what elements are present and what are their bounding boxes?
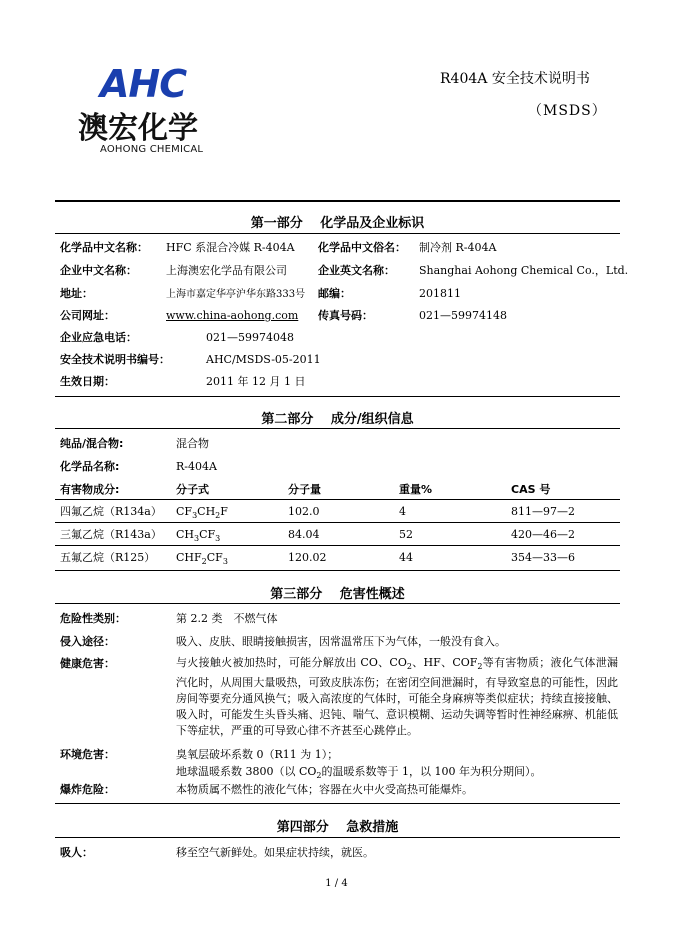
inhale-value: 移至空气新鲜处。如果症状持续，就医。: [176, 846, 374, 859]
row-wt: 44: [399, 551, 413, 564]
col-header-mw: 分子量: [288, 483, 321, 496]
divider: [55, 603, 620, 604]
msds-no-label: 安全技术说明书编号：: [60, 353, 170, 366]
route-value: 吸入、皮肤、眼睛接触损害，因常温常压下为气体，一般没有食入。: [176, 635, 506, 648]
divider: [55, 233, 620, 234]
section4-title: 第四部分 急救措施: [276, 820, 399, 835]
row-wt: 52: [399, 528, 413, 541]
row-formula: $CH_3CF_3$: [176, 528, 221, 544]
divider: [55, 396, 620, 397]
divider: [55, 837, 620, 838]
logo-english-text: AOHONG CHEMICAL: [100, 144, 204, 155]
pure-label: 纯品/混合物:: [60, 437, 124, 450]
row-mw: 102.0: [288, 505, 320, 518]
row1-label2: 化学品中文俗名：: [318, 241, 406, 254]
col-header-cas: CAS 号: [511, 483, 551, 496]
row2-value1: 上海澳宏化学品有限公司: [166, 264, 287, 277]
row2-label1: 企业中文名称：: [60, 264, 137, 277]
hazard-class-label: 危险性类别：: [60, 612, 126, 625]
inhale-label: 吸人：: [60, 846, 93, 859]
row4-label1: 公司网址：: [60, 309, 115, 322]
row3-label2: 邮编：: [318, 287, 351, 300]
env-line2: 地球温暖系数 3800（以 $CO_2$的温暖系数等于 1，以 100 年为积分期间）。: [176, 765, 542, 781]
website-link[interactable]: www.china-aohong.com: [166, 309, 299, 322]
date-value: 2011 年 12 月 1 日: [206, 375, 306, 388]
document-title: R404A 安全技术说明书: [440, 71, 590, 87]
health-label: 健康危害：: [60, 657, 115, 670]
row-mw: 120.02: [288, 551, 327, 564]
divider: [55, 803, 620, 804]
row-name: 三氟乙烷（R143a）: [60, 528, 162, 541]
emergency-value: 021—59974048: [206, 331, 294, 344]
logo-chinese-text: 澳宏化学: [78, 111, 198, 146]
chem-name-value: R-404A: [176, 460, 217, 473]
row3-label1: 地址：: [60, 287, 93, 300]
col-header-wt: 重量%: [399, 483, 433, 496]
date-label: 生效日期：: [60, 375, 115, 388]
row-name: 五氟乙烷（R125）: [60, 551, 156, 564]
row4-label2: 传真号码：: [318, 309, 373, 322]
section3-title: 第三部分 危害性概述: [270, 587, 405, 602]
row-cas: 811—97—2: [511, 505, 575, 518]
pure-value: 混合物: [176, 437, 209, 450]
col-header-formula: 分子式: [176, 483, 209, 496]
section2-title: 第二部分 成分/组织信息: [261, 412, 414, 427]
env-label: 环境危害：: [60, 748, 115, 761]
company-logo: [78, 62, 228, 157]
route-label: 侵入途径：: [60, 635, 115, 648]
hazard-class-value: 第 2.2 类 不燃气体: [176, 612, 278, 625]
section1-title: 第一部分 化学品及企业标识: [250, 216, 425, 231]
msds-no-value: AHC/MSDS-05-2011: [206, 353, 321, 366]
env-line1: 臭氧层破坏系数 0（R11 为 1）；: [176, 748, 339, 761]
col-header-component: 有害物成分:: [60, 483, 120, 496]
row-wt: 4: [399, 505, 406, 518]
row1-value1: HFC 系混合冷媒 R-404A: [166, 241, 295, 254]
row3-value1: 上海市嘉定华亭沪华东路333号: [166, 289, 306, 300]
emergency-label: 企业应急电话：: [60, 331, 137, 344]
row-cas: 354—33—6: [511, 551, 575, 564]
row-formula: $CF_3CH_2F$: [176, 505, 228, 521]
logo-ahc-text: AHC: [100, 62, 187, 106]
table-rule: [55, 499, 620, 500]
row-cas: 420—46—2: [511, 528, 575, 541]
row3-value2: 201811: [419, 287, 461, 300]
page-number: 1 / 4: [325, 878, 348, 889]
divider: [55, 570, 620, 571]
document-subtitle: （MSDS）: [528, 103, 607, 119]
chem-name-label: 化学品名称:: [60, 460, 120, 473]
row2-label2: 企业英文名称：: [318, 264, 395, 277]
row2-value2: Shanghai Aohong Chemical Co.，Ltd.: [419, 264, 629, 277]
explosion-label: 爆炸危险：: [60, 783, 115, 796]
health-value: 与火接触火被加热时，可能分解放出 CO、$CO_2$、HF、$COF_2$等有害物质；液化气体泄漏汽化时，从周围大量吸热，可致皮肤冻伤；在密闭空间泄漏时，有导致窒息的可能性，因此房间等要充分通风换气；吸入高浓度的气体时，可能全身麻痹等类似症状；持续直接接触、吸入时，可能发生头昏头痛、迟钝、喘气、意识模糊、运动失调等暂时性神经麻痹、机能低下等症状，严重的可导致心律不齐甚至心跳停止。: [176, 656, 618, 738]
row-mw: 84.04: [288, 528, 320, 541]
table-rule: [55, 545, 620, 546]
row1-label1: 化学品中文名称：: [60, 241, 148, 254]
divider: [55, 428, 620, 429]
row4-value2: 021—59974148: [419, 309, 507, 322]
divider: [55, 200, 620, 202]
row-formula: $CHF_2CF_3$: [176, 551, 228, 567]
table-rule: [55, 522, 620, 523]
explosion-value: 本物质属不燃性的液化气体；容器在火中火受高热可能爆炸。: [176, 783, 473, 796]
row-name: 四氟乙烷（R134a）: [60, 505, 162, 518]
row1-value2: 制冷剂 R-404A: [419, 241, 497, 254]
